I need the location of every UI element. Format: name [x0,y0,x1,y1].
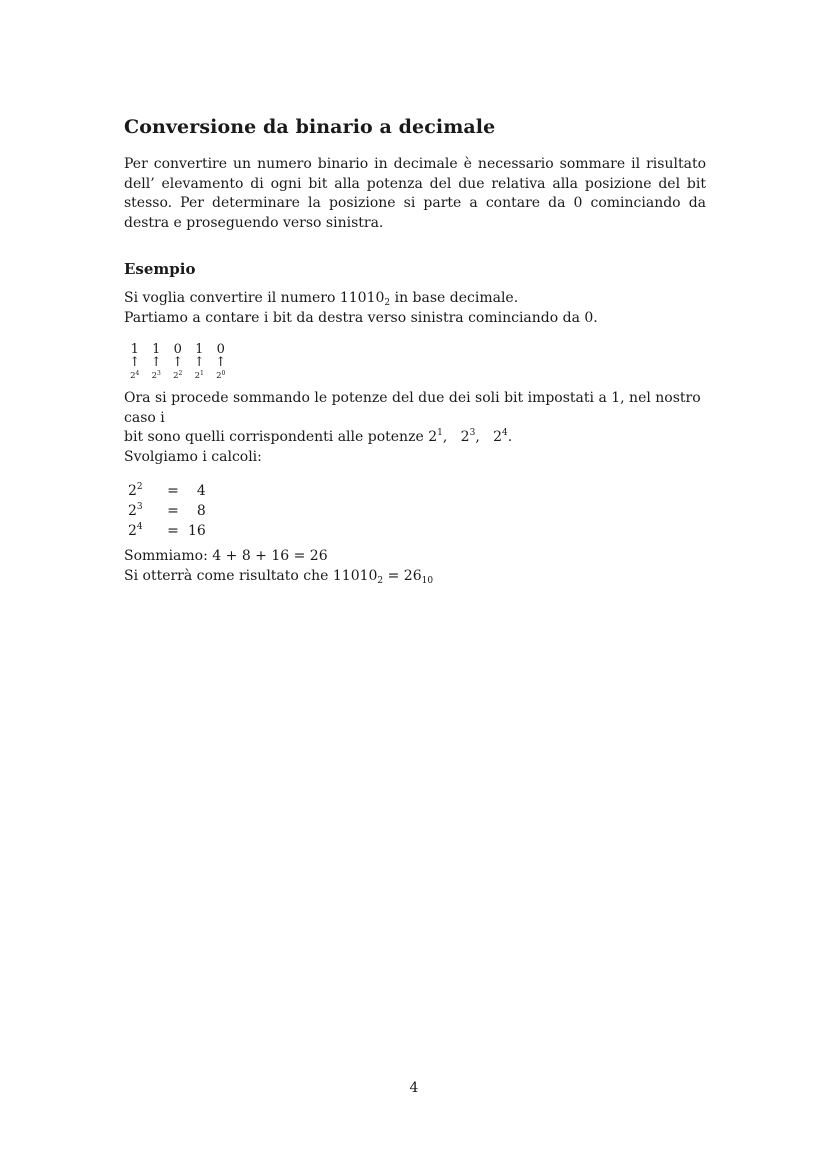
calc-value: 4 [196,483,206,499]
calc-power [128,521,158,541]
calc-base: 2 [128,503,137,519]
bit-digit: 1 [195,342,204,357]
power-base: 2 [493,429,503,445]
bit-digit: 0 [216,342,225,357]
calc-equals: = [167,523,179,539]
power-exp: 4 [502,428,508,438]
intro-paragraph: Per convertire un numero binario in decimale è necessario sommare il risultato dell’ elevamento di ogni bit alla potenza del due relativa alla posizione del bit stesso. Per determinare la posizione si parte a contare da 0 cominciando da destra e proseguendo verso sinistra. [124,156,706,231]
power-sep: . [507,429,513,445]
bit-power-base: 2 [194,371,201,381]
bit-power-exp: 4 [135,370,140,377]
bit-column [146,343,168,383]
bit-power-base: 2 [151,371,158,381]
sum-line [124,547,706,567]
calculation-row [128,501,206,521]
power-term [428,429,447,445]
example-line-1-prefix: Si voglia convertire il numero [124,290,336,306]
section-title: Conversione da binario a decimale [124,116,496,138]
procedure-line-3: Svolgiamo i calcoli: [124,448,262,465]
example-line-1-suffix: in base decimale. [394,290,519,306]
bit-power [216,369,225,383]
calculation-table [128,481,206,541]
bit-power [130,369,139,383]
power-exp: 1 [437,428,443,438]
bit-power-exp: 3 [157,370,161,377]
bit-power-base: 2 [216,371,222,381]
bit-digit: 1 [152,342,161,357]
calculation-row [128,521,206,541]
procedure-line-2 [124,428,706,448]
calc-value: 16 [188,523,206,539]
power-exp: 3 [469,428,476,438]
sum-label: Sommiamo: [124,548,208,564]
bit-power [173,369,182,383]
procedure-line-1: Ora si procede sommando le potenze del due dei soli bit impostati a 1, nel nostro caso i [124,390,701,426]
calc-equals: = [167,483,179,499]
calc-exp: 2 [136,482,143,492]
calc-value: 8 [196,503,206,519]
binary-number [340,290,390,306]
up-arrow-icon: ↑ [215,355,227,370]
bit-column [124,343,146,383]
result-prefix: Si otterrà come risultato che [124,567,329,584]
binary-number-digits: 11010 [339,290,385,306]
calculation-row [128,481,206,501]
result-decimal [404,568,433,584]
up-arrow-icon: ↑ [150,355,162,370]
up-arrow-icon: ↑ [193,355,205,370]
bit-column [189,343,211,383]
bit-column [210,343,232,383]
calc-exp: 3 [136,502,143,512]
procedure-line-2-prefix: bit sono quelli corrispondenti alle potenze [124,429,424,445]
power-base: 2 [428,429,438,445]
result-binary [333,568,383,584]
calc-equals: = [167,503,179,519]
calc-power [128,501,158,521]
document-page [124,112,706,586]
bit-power-base: 2 [130,371,136,381]
power-term [493,429,512,445]
up-arrow-icon: ↑ [172,355,184,370]
example-title: Esempio [124,260,196,278]
bit-power-exp: 1 [200,370,204,377]
calc-base: 2 [128,483,137,499]
bit-power [195,369,204,383]
result-line [124,567,706,587]
result-binary-base: 2 [377,575,384,586]
calc-base: 2 [128,523,137,539]
power-base: 2 [460,429,470,445]
binary-number-base: 2 [384,298,391,308]
power-sep: , [442,429,448,445]
power-term [461,429,480,445]
example-line-1 [124,289,706,309]
example-line-2: Partiamo a contare i bit da destra verso sinistra cominciando da 0. [124,309,598,326]
calc-power [128,481,158,501]
bit-power-exp: 0 [221,370,226,377]
calc-exp: 4 [136,522,143,532]
power-sep: , [475,429,480,445]
bit-digit: 0 [173,342,182,357]
result-decimal-digits: 26 [403,567,422,584]
up-arrow-icon: ↑ [129,355,141,370]
bit-position-diagram [124,343,706,383]
bit-digit: 1 [130,342,139,357]
result-decimal-base: 10 [421,575,434,586]
result-equals: = [387,567,400,584]
bit-power-base: 2 [173,371,179,381]
result-binary-digits: 11010 [332,567,378,584]
page-number: 4 [409,1080,419,1096]
bit-power-exp: 2 [178,370,183,377]
bit-power [152,369,161,383]
sum-expression: 4 + 8 + 16 = 26 [212,548,328,564]
bit-column [167,343,189,383]
